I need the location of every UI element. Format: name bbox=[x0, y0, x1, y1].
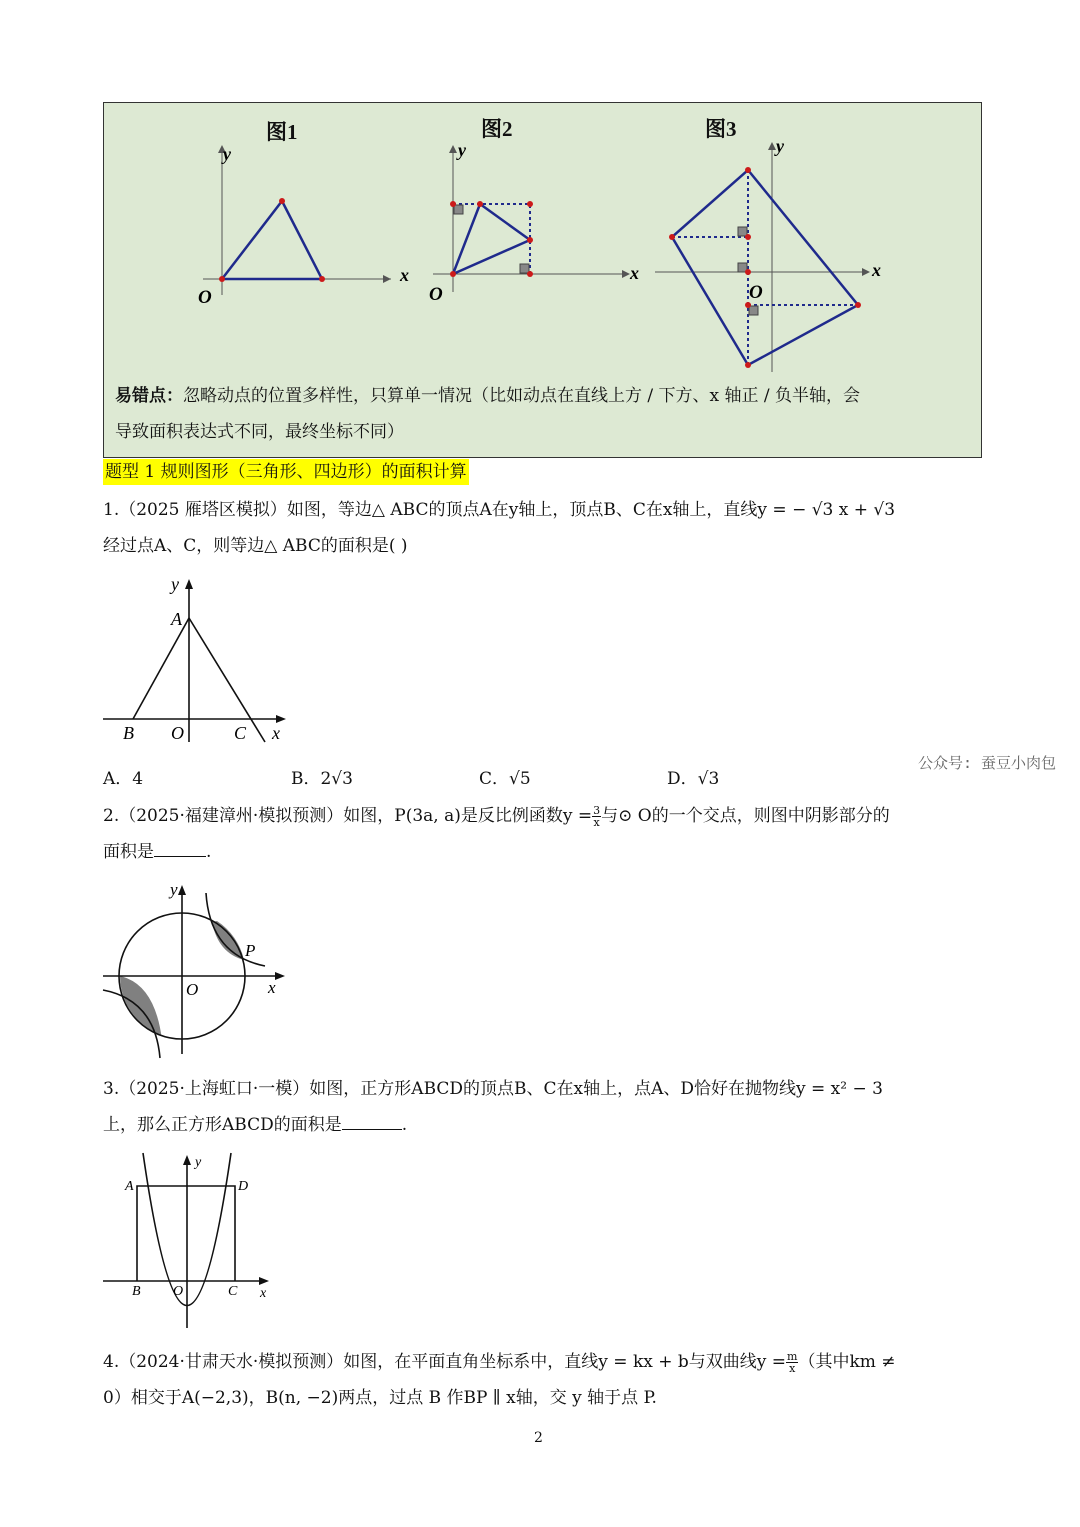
q2-y-label: y bbox=[170, 880, 178, 899]
q4-frac-num: m bbox=[787, 1350, 798, 1363]
q2-O-label: O bbox=[186, 980, 199, 999]
fig1-x-label: x bbox=[400, 265, 409, 285]
q1-option-b: B．2√3 bbox=[291, 769, 353, 789]
q1-C-label: C bbox=[234, 723, 247, 743]
q3-y-label: y bbox=[195, 1155, 202, 1170]
fig2-title: 图2 bbox=[481, 117, 513, 141]
q2-frac-num: 3 bbox=[593, 804, 601, 817]
q2-line1-b: 与⊙ O的一个交点，则图中阴影部分的 bbox=[601, 806, 890, 826]
q1-x-label: x bbox=[272, 723, 280, 743]
q3-D-label: D bbox=[238, 1179, 249, 1194]
q1-line2: 经过点A、C，则等边△ ABC的面积是( ) bbox=[103, 536, 408, 556]
fig3-x-label: x bbox=[872, 260, 881, 280]
q3-B-label: B bbox=[132, 1284, 141, 1299]
question-1 bbox=[103, 492, 973, 564]
q2-P-label: P bbox=[245, 941, 256, 960]
figure-1 bbox=[198, 144, 409, 308]
q3-line2-b: . bbox=[401, 1115, 408, 1135]
q4-frac-den: x bbox=[789, 1362, 796, 1375]
q4-line1-b: （其中km ≠ bbox=[798, 1352, 896, 1372]
fig2-origin-label: O bbox=[429, 284, 443, 305]
section-title: 题型 1 规则图形（三角形、四边形）的面积计算 bbox=[103, 459, 469, 485]
q1-line1: 1.（2025 雁塔区模拟）如图，等边△ ABC的顶点A在y轴上，顶点B、C在x轴上，直线y = − √3 x + √3 bbox=[103, 500, 896, 520]
q2-fraction bbox=[592, 805, 601, 828]
fig1-origin-label: O bbox=[198, 287, 212, 308]
q4-line1-a: 4.（2024·甘肃天水·模拟预测）如图，在平面直角坐标系中，直线y = kx + b与双曲线y = bbox=[103, 1352, 787, 1372]
q2-line2-a: 面积是 bbox=[103, 842, 154, 862]
figures-svg bbox=[103, 102, 980, 382]
q3-A-label: A bbox=[125, 1179, 134, 1194]
figure-3 bbox=[655, 136, 881, 372]
q3-answer-blank bbox=[342, 1115, 402, 1130]
q3-O-label: O bbox=[173, 1284, 184, 1299]
note-line2: 导致面积表达式不同，最终坐标不同） bbox=[115, 422, 404, 442]
q3-x-label: x bbox=[260, 1286, 267, 1301]
question-4 bbox=[103, 1344, 973, 1416]
q1-B-label: B bbox=[123, 723, 134, 743]
q1-option-d: D．√3 bbox=[667, 769, 720, 789]
q1-O-label: O bbox=[171, 723, 184, 743]
fig1-y-label: y bbox=[223, 144, 231, 164]
q1-y-label: y bbox=[171, 574, 179, 594]
q2-line2-b: . bbox=[206, 842, 212, 862]
fig3-origin-label: O bbox=[749, 282, 763, 303]
q3-line2-a: 上，那么正方形ABCD的面积是 bbox=[103, 1115, 342, 1135]
q1-option-c: C．√5 bbox=[479, 769, 531, 789]
note-label: 易错点： bbox=[115, 386, 183, 406]
fig2-y-label: y bbox=[458, 140, 466, 160]
q2-line1-a: 2.（2025·福建漳州·模拟预测）如图，P(3a, a)是反比例函数y = bbox=[103, 806, 593, 826]
q2-x-label: x bbox=[268, 978, 276, 997]
watermark: 公众号: 蚕豆小肉包 bbox=[918, 754, 1057, 772]
q4-line2: 0）相交于A(−2,3)，B(n, −2)两点，过点 B 作BP ∥ x轴，交 y 轴于点 P. bbox=[103, 1388, 657, 1408]
fig3-y-label: y bbox=[776, 136, 784, 156]
question-2 bbox=[103, 798, 973, 870]
q3-C-label: C bbox=[228, 1284, 238, 1299]
q3-line1: 3.（2025·上海虹口·一模）如图，正方形ABCD的顶点B、C在x轴上，点A、D恰好在抛物线y = x² − 3 bbox=[103, 1079, 883, 1099]
q3-figure bbox=[100, 1148, 280, 1333]
q2-answer-blank bbox=[154, 842, 206, 857]
q2-figure bbox=[100, 880, 300, 1060]
fig3-title: 图3 bbox=[705, 117, 737, 141]
q1-figure bbox=[100, 570, 300, 750]
fig1-title: 图1 bbox=[266, 120, 298, 144]
q2-frac-den: x bbox=[593, 816, 600, 829]
question-3 bbox=[103, 1071, 973, 1143]
mistake-note bbox=[115, 378, 975, 450]
note-line1: 忽略动点的位置多样性，只算单一情况（比如动点在直线上方 / 下方、x 轴正 / 负半轴，会 bbox=[183, 386, 861, 406]
q4-fraction bbox=[786, 1351, 798, 1374]
figure-2 bbox=[429, 140, 639, 305]
page-number: 2 bbox=[534, 1430, 543, 1446]
q1-option-a: A．4 bbox=[103, 769, 144, 789]
q1-A-label: A bbox=[171, 609, 182, 629]
fig2-x-label: x bbox=[630, 263, 639, 283]
